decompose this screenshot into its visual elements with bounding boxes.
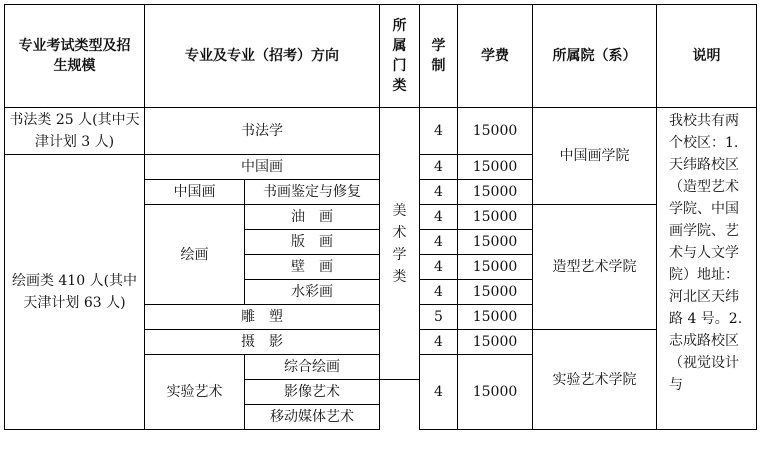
- major-sculpture: 雕 塑: [145, 305, 380, 330]
- header-note: 说明: [657, 5, 757, 108]
- school-experimental: 实验艺术学院: [533, 330, 657, 430]
- category-painting: 绘画类 410 人(其中天津计划 63 人): [5, 155, 145, 430]
- fee-cell: 15000: [458, 255, 533, 280]
- major-calligraphy: 书法学: [145, 108, 380, 155]
- duration-cell: 4: [420, 155, 458, 180]
- fee-cell: 15000: [458, 230, 533, 255]
- discipline-cell: [380, 108, 420, 380]
- header-discipline: [380, 5, 420, 108]
- duration-cell: 4: [420, 205, 458, 230]
- major-media: 移动媒体艺术: [245, 405, 380, 430]
- admission-table: [4, 4, 757, 430]
- fee-cell: 15000: [458, 330, 533, 355]
- fee-cell: 15000: [458, 205, 533, 230]
- duration-cell: 4: [420, 255, 458, 280]
- fee-cell: 15000: [458, 108, 533, 155]
- header-duration-text: 学 制: [431, 38, 446, 74]
- header-school: 所属院（系）: [533, 5, 657, 108]
- fee-cell: 15000: [458, 355, 533, 430]
- header-row: [5, 5, 757, 108]
- header-discipline-text: 所 属 门 类: [392, 18, 407, 94]
- duration-cell: 4: [420, 355, 458, 430]
- major-chinese-painting: 中国画: [145, 155, 380, 180]
- header-major: 专业及专业（招考）方向: [145, 5, 380, 108]
- major-photo: 摄 影: [145, 330, 380, 355]
- duration-cell: 4: [420, 108, 458, 155]
- major-oil: 油 画: [245, 205, 380, 230]
- duration-cell: 4: [420, 230, 458, 255]
- duration-cell: 4: [420, 280, 458, 305]
- major-group-experimental: 实验艺术: [145, 355, 245, 430]
- major-group-painting: 绘画: [145, 205, 245, 305]
- header-category: 专业考试类型及招生规模: [5, 5, 145, 108]
- note-cell: 我校共有两个校区：1.天纬路校区（造型艺术学院、中国画学院、艺术与人文学院）地址：河北区天纬路 4 号。2.志成路校区（视觉设计与: [657, 108, 757, 430]
- major-print: 版 画: [245, 230, 380, 255]
- table-row: [5, 108, 757, 155]
- header-fee: 学费: [458, 5, 533, 108]
- major-appraisal: 书画鉴定与修复: [245, 180, 380, 205]
- major-mixed: 综合绘画: [245, 355, 380, 380]
- school-chinese-painting: 中国画学院: [533, 108, 657, 205]
- category-calligraphy: 书法类 25 人(其中天津计划 3 人): [5, 108, 145, 155]
- major-watercolor: 水彩画: [245, 280, 380, 305]
- major-video: 影像艺术: [245, 380, 380, 405]
- school-plastic-arts: 造型艺术学院: [533, 205, 657, 330]
- fee-cell: 15000: [458, 280, 533, 305]
- fee-cell: 15000: [458, 305, 533, 330]
- fee-cell: 15000: [458, 180, 533, 205]
- major-group-chinese-painting: 中国画: [145, 180, 245, 205]
- major-mural: 壁 画: [245, 255, 380, 280]
- header-duration: [420, 5, 458, 108]
- duration-cell: 4: [420, 330, 458, 355]
- fee-cell: 15000: [458, 155, 533, 180]
- duration-cell: 5: [420, 305, 458, 330]
- duration-cell: 4: [420, 180, 458, 205]
- discipline-text: 美 术 学 类: [392, 202, 407, 285]
